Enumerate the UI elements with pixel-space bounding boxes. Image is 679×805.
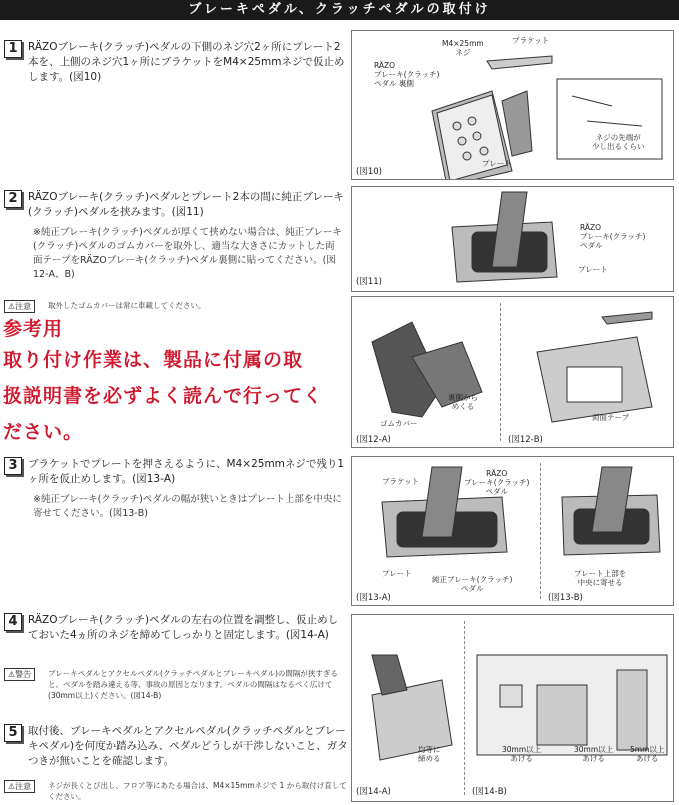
step-2-note: ※純正ブレーキ(クラッチ)ペダルが厚くて挟めない場合は、純正ブレーキ(クラッチ)ペダルのゴムカバーを取外し、適当な大きさにカットした両面テープをRÄZOブレーキ(クラッチ)ペダル裏側に貼ってください。(図12-A、B) (33, 227, 342, 280)
label-oem-pedal: 純正ブレーキ(クラッチ) ペダル (432, 575, 513, 593)
caution-badge: ⚠注意 (4, 300, 35, 313)
label-plate: プレート (382, 569, 412, 578)
step-number: 4 (4, 613, 22, 631)
figure-13 (351, 456, 674, 606)
step-number: 2 (4, 190, 22, 208)
label-razo: RÄZO ブレーキ(クラッチ) ペダル (464, 469, 530, 496)
warning-badge: ⚠警告 (4, 668, 35, 681)
figure-11 (351, 186, 674, 292)
label-rubber-cover: ゴムカバー (380, 419, 418, 428)
figure-10 (351, 30, 674, 180)
step-text: ブラケットでプレートを押さえるように、M4×25mmネジで残り1ヶ所を仮止めします。(図13-A) (28, 458, 345, 485)
section-banner: ブレーキペダル、クラッチペダルの取付け (0, 0, 679, 20)
figure-caption: (図10) (356, 167, 382, 177)
label-razo-back: RÄZO ブレーキ(クラッチ) ペダル 裏側 (374, 61, 440, 88)
figure-caption-13b: (図13-B) (548, 593, 583, 603)
step-number: 1 (4, 40, 22, 58)
caution-text: 取外したゴムカバーは常に車載してください。 (48, 301, 206, 310)
label-double-tape: 両面テープ (592, 413, 630, 422)
figure-caption-14b: (図14-B) (472, 787, 507, 797)
label-gap-30mm-1: 30mm以上 あける (502, 745, 542, 763)
label-tighten-evenly: 均等に 締める (418, 745, 441, 763)
figure-caption-12a: (図12-A) (356, 435, 391, 445)
label-bracket: ブラケット (382, 477, 420, 486)
label-plate: プレート (578, 265, 608, 274)
label-gap-5mm: 5mm以上 あける (630, 745, 665, 763)
label-bracket: ブラケット (512, 36, 550, 45)
label-move-plate-center: プレート上部を 中央に寄せる (574, 569, 627, 587)
figure-caption-12b: (図12-B) (508, 435, 543, 445)
figure-caption: (図11) (356, 277, 382, 287)
caution-text-2: ネジが長くとび出し、フロア等にあたる場合は、M4×15mmネジで 1 から取付け直してください。 (48, 781, 347, 801)
figure-10-drawing (352, 31, 673, 179)
figure-caption-14a: (図14-A) (356, 787, 391, 797)
figure-14 (351, 614, 674, 802)
figure-12 (351, 296, 674, 448)
reference-watermark-1: 参考用 (3, 318, 64, 340)
step-number: 5 (4, 724, 22, 742)
label-gap-30mm-2: 30mm以上 あける (574, 745, 614, 763)
figure-14-drawing (352, 615, 673, 801)
step-3-note: ※純正ブレーキ(クラッチ)ペダルの幅が狭いときはプレート上部を中央に寄せてください。(図13-B) (33, 494, 342, 519)
label-screw: M4×25mm ネジ (442, 39, 484, 57)
caution-badge-2: ⚠注意 (4, 780, 35, 793)
reference-watermark-4: ださい。 (3, 421, 84, 443)
label-razo: RÄZO ブレーキ(クラッチ) ペダル (580, 223, 646, 250)
step-number: 3 (4, 457, 22, 475)
step-text: RÄZOブレーキ(クラッチ)ペダルとプレート2本の間に純正ブレーキ(クラッチ)ペダルを挟みます。(図11) (28, 191, 344, 218)
figure-caption-13a: (図13-A) (356, 593, 391, 603)
reference-watermark-3: 扱説明書を必ずよく読んで行ってく (3, 385, 324, 407)
reference-watermark-2: 取り付け作業は、製品に付属の取 (3, 349, 304, 371)
label-screw-tip: ネジの先端が 少し出るくらい (592, 133, 645, 151)
label-plate: プレート (482, 159, 512, 168)
step-text: 取付後、ブレーキペダルとアクセルペダル(クラッチペダルとブレーキペダル)を何度か踏み込み、ペダルどうしが干渉しないこと、ガタつきが無いことを確認します。 (28, 725, 348, 767)
label-peel-from-back: 裏側から めくる (448, 393, 478, 411)
warning-text: ブレーキペダルとアクセルペダル(クラッチペダルとブレーキペダル)の間隔が狭すぎると、ペダルを踏み違える等、事故の原因となります。ペダルの間隔はなるべく広けて(30mm以上)ください。(図14-B) (48, 669, 338, 700)
step-text: RÄZOブレーキ(クラッチ)ペダルの下側のネジ穴2ヶ所にプレート2本を、上側のネジ穴1ヶ所にブラケットをM4×25mmネジで仮止めします。(図10) (28, 41, 345, 83)
step-text: RÄZOブレーキ(クラッチ)ペダルの左右の位置を調整し、仮止めしておいた4ヵ所のネジを締めてしっかりと固定します。(図14-A) (28, 614, 339, 641)
